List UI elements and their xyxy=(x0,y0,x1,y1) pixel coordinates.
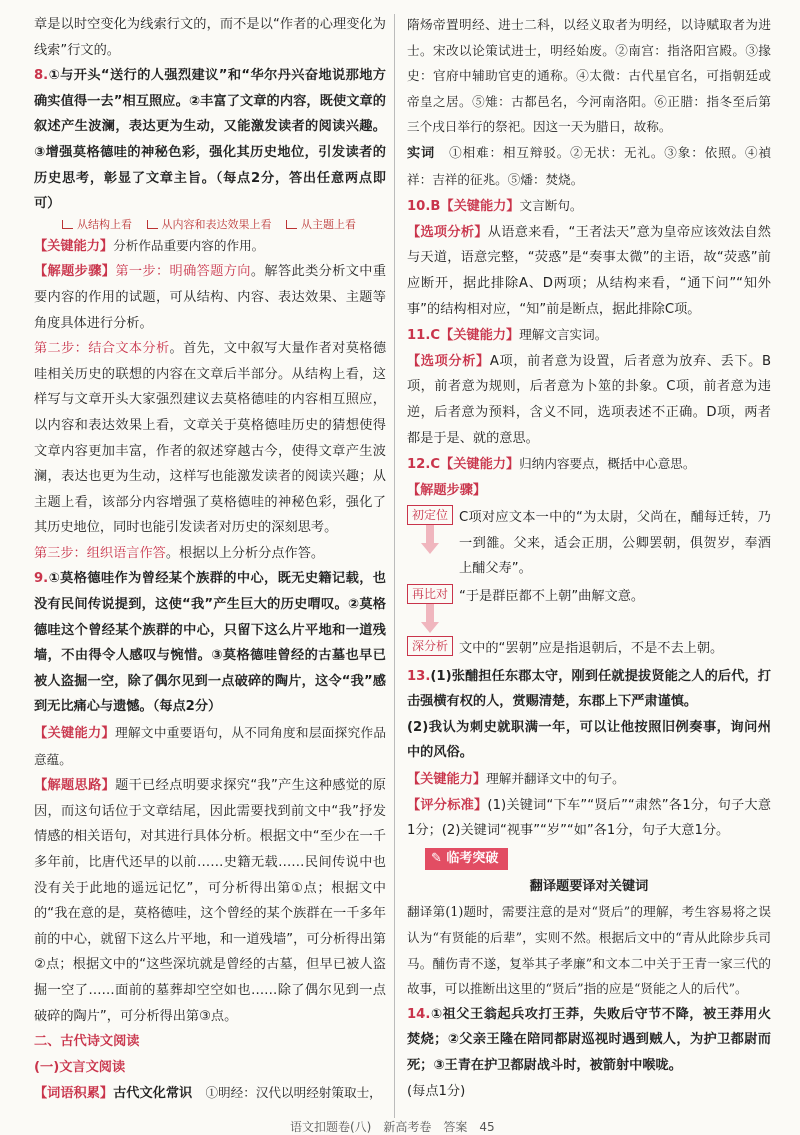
solution-steps-tag: 【解题步骤】 xyxy=(34,264,116,280)
q12-number: 12.C xyxy=(407,457,441,473)
q13-ability-text: 理解并翻译文中的句子。 xyxy=(486,771,625,787)
flow-left xyxy=(407,636,459,662)
key-ability-tag: 【关键能力】 xyxy=(440,457,520,473)
step2-title: 第二步：结合文本分析 xyxy=(34,341,170,357)
q14-answer xyxy=(407,1002,771,1079)
q10-answer xyxy=(407,193,771,220)
key-ability-tag: 【关键能力】 xyxy=(440,199,520,215)
q13-ability xyxy=(407,766,771,793)
vocab-start xyxy=(34,1080,386,1107)
q8-steps xyxy=(34,259,386,336)
hand-arrow-icon xyxy=(286,220,297,229)
q13-number: 13. xyxy=(407,668,431,684)
hand-note-structure: 从结构上看 xyxy=(77,217,132,231)
badge-label: 临考突破 xyxy=(446,850,499,866)
q8-answer xyxy=(34,63,386,217)
q9-thinking-text: 题干已经点明要求探究“我”产生这种感觉的原因，而这句话位于文章结尾，因此需要找到前文中“我”抒发情感的相关语句，对其进行具体分析。根据文中“至少在一千多年前，比唐代还早的以前……史籍无载……民间传说中也没有关于此地的遥远记忆”，可分析得出第①点；根据文中的“我在意的是，莫格德哇，这个曾经的某个族群在一千多年前的中心，就留下这么片平地，和一道残墙”，可分析得出第②点；根据文中的“这些深坑就是曾经的古墓，但早已被人盗掘一空了……面前的墓葬却空空如也……除了偶尔见到一点破碎的陶片”，可分析得出第③点。 xyxy=(34,778,386,1024)
down-arrow-icon xyxy=(421,604,439,634)
q14-number: 14. xyxy=(407,1006,431,1022)
step-analyze-text: 文中的“罢朝”应是指退朝后，不是不去上朝。 xyxy=(459,641,724,657)
hand-note-theme: 从主题上看 xyxy=(301,217,356,231)
q13-part1: (1)张酺担任东郡太守，刚到任就提拔贤能之人的后代，打击强横有权的人，赏赐清楚，东郡上下严肃谨慎。 xyxy=(407,668,771,710)
key-ability-tag: 【关键能力】 xyxy=(407,772,487,788)
key-ability-tag: 【关键能力】 xyxy=(34,238,114,254)
q12-step-locate xyxy=(407,505,771,582)
q8-ability-text: 分析作品重要内容的作用。 xyxy=(113,237,265,253)
q10-ability-text: 文言断句。 xyxy=(519,198,583,214)
q11-ability-text: 理解文言实词。 xyxy=(519,327,608,343)
step-compare-text: “于是群臣都不上朝”曲解文意。 xyxy=(459,589,645,605)
q11-analysis xyxy=(407,349,771,451)
step1-title: 第一步：明确答题方向 xyxy=(115,264,251,280)
q12-steps-tag-line xyxy=(407,478,771,504)
q13-answer xyxy=(407,664,771,715)
q8-ability xyxy=(34,233,386,260)
handwritten-notes-q8 xyxy=(34,217,386,233)
q9-ability-text: 理解文中重要语句，从不同角度和层面探究作品意蕴。 xyxy=(34,725,387,767)
step3-title: 第三步：组织语言作答 xyxy=(34,545,166,561)
q12-ability-text: 归纳内容要点，概括中心意思。 xyxy=(519,456,696,472)
section-heading-ancient: 二、古代诗文阅读 xyxy=(34,1034,140,1050)
step-locate-text: C项对应文本一中的“为太尉，父尚在，酺每迁转，乃一到雒。父来，适会正朋，公卿罢朝，俱贺岁，奉酒上酺父寿”。 xyxy=(459,510,771,577)
vocab-title: 古代文化常识 xyxy=(113,1086,193,1102)
content-words-text: ①相难：相互辩驳。②无状：无礼。③象：依照。④禎祥：吉祥的征兆。⑤燔：焚烧。 xyxy=(407,144,772,187)
scoring-standard-tag: 【评分标准】 xyxy=(407,797,488,813)
q12-step-analyze xyxy=(407,636,771,662)
exam-tip-badge: ✎ 临考突破 xyxy=(425,848,508,870)
hand-arrow-icon xyxy=(147,220,158,229)
step-box-compare: 再比对 xyxy=(407,584,453,604)
vocab-tag: 【词语积累】 xyxy=(34,1086,114,1102)
solution-thinking-tag: 【解题思路】 xyxy=(34,778,116,794)
flow-left xyxy=(407,584,459,634)
solution-steps-tag: 【解题步骤】 xyxy=(407,482,487,498)
q9-number: 9. xyxy=(34,571,49,587)
right-column xyxy=(407,12,771,1104)
left-column xyxy=(34,12,386,1107)
step-box-analyze: 深分析 xyxy=(407,636,453,656)
q11-answer xyxy=(407,322,771,349)
q13-score-text: (1)关键词“下车”“贤后”“肃然”各1分，句子大意1分；(2)关键词“视事”“岁”“如”各1分，句子大意1分。 xyxy=(407,797,772,839)
step1-text: 。解答此类分析文中重要内容的作用的试题，可从结构、内容、表达效果、主题等角度具体进行分析。 xyxy=(34,264,387,331)
q14-answer-text: ①祖父王翁起兵攻打王莽，失败后守节不降，被王莽用火焚烧；②父亲王隆在陪同都尉巡视时遇到贼人，为护卫都尉而死；③王青在护卫都尉战斗时，被箭射中喉咙。 xyxy=(407,1006,771,1073)
q11-analysis-text: A项，前者意为设置，后者意为放弃、丢下。B项，前者意为规则，后者意为卜筮的卦象。C项，前者意为违逆，后者意为预料，含义不同，选项表述不正确。D项，两者都是于是、就的意思。 xyxy=(407,353,771,446)
q8-step3 xyxy=(34,541,386,567)
q10-number: 10.B xyxy=(407,199,441,215)
vocab-continued: 隋炀帝置明经、进士二科，以经义取者为明经，以诗赋取者为进士。宋改以论策试进士，明经始废。②南宫：指洛阳宫殿。③掾史：官府中辅助官吏的通称。④太微：古代星官名，可指朝廷或帝皇之居。⑤雉：古都邑名，今河南洛阳。⑥正腊：指冬至后第三个戌日举行的祭祀。因这一天为腊日，故称。 xyxy=(407,17,771,135)
q11-number: 11.C xyxy=(407,328,441,344)
q14-score: (每点1分) xyxy=(407,1083,466,1099)
hand-note-content: 从内容和表达效果上看 xyxy=(161,217,272,231)
option-analysis-tag: 【选项分析】 xyxy=(407,224,488,240)
q12-answer xyxy=(407,451,771,478)
column-divider xyxy=(394,14,395,1118)
q9-ability xyxy=(34,720,386,773)
q9-thinking xyxy=(34,773,386,1029)
content-words-label: 实词 xyxy=(407,145,436,161)
q10-analysis xyxy=(407,220,771,322)
step2-text: 。首先，文中叙写大量作者对莫格德哇相关历史的联想的内容在文章后半部分。从结构上看，这样写与文章开头大家强烈建议去莫格德哇的内容相互照应，以内容和表达效果上看，文章关于莫格德哇历史的猜想使得文章内容更加丰富，作者的叙述穿越古今，使得文章产生波澜，表达也更为生动，这样写也能激发读者的阅读兴趣；从主题上看，该部分内容增强了莫格德哇的神秘色彩，强化了其历史地位，同时也能引发读者对历史的深刻思考。 xyxy=(34,341,387,536)
option-analysis-tag: 【选项分析】 xyxy=(407,353,490,369)
tips-title: 翻译题要译对关键词 xyxy=(529,878,649,894)
q13-score xyxy=(407,793,771,844)
q13-part2: (2)我认为刺史就职满一年，可以让他按照旧例奏事，询问州中的风俗。 xyxy=(407,719,771,761)
page-footer: 语文扣题卷(八) 新高考卷 答案 45 xyxy=(290,1120,495,1134)
vocab-start-text: ①明经：汉代以明经射策取士， xyxy=(205,1085,382,1101)
subsection-heading-classical: (一)文言文阅读 xyxy=(34,1059,126,1075)
left-intro-text: 章是以时空变化为线索行文的，而不是以“作者的心理变化为线索”行文的。 xyxy=(34,17,386,58)
step-box-locate: 初定位 xyxy=(407,505,453,525)
content-words xyxy=(407,140,771,193)
q10-analysis-text: 从语意来看，“王者法天”意为皇帝应该效法自然与天道，语意完整，“荧惑”是“奏事太微”的主语，故“荧惑”前应断开，据此排除A、D两项；从结构来看，“通下问”“知外事”的结构相对应，“知”前是断点，据此排除C项。 xyxy=(407,224,771,317)
q8-answer-text: ①与开头“送行的人强烈建议”和“华尔丹兴奋地说那地方确实值得一去”相互照应。②丰富了文章的内容，既使文章的叙述产生波澜，表达更为生动，又能激发读者的阅读兴趣。③增强莫格德哇的神秘色彩，强化其历史地位，引发读者的历史思考，彰显了文章主旨。（每点2分，答出任意两点即可） xyxy=(34,68,386,212)
q9-answer-text: ①莫格德哇作为曾经某个族群的中心，既无史籍记载，也没有民间传说提到，这使“我”产生巨大的历史喟叹。②莫格德哇这个曾经某个族群的中心，只留下这么片平地和一道残墙，不由得令人感叹与惋惜。③莫格德哇曾经的古墓也早已被人盗掘一空，除了偶尔见到一点破碎的陶片，这令“我”感到无比痛心与遗憾。（每点2分） xyxy=(34,571,386,715)
tips-text: 翻译第(1)题时，需要注意的是对“贤后”的理解，考生容易将之误认为“有贤能的后辈”，实则不然。根据后文中的“青从此除步兵司马。酺伤青不遂，复举其子孝廉”和文本二中关于王青一家三代的故事，可以推断出这里的“贤后”指的应是“贤能之人的后代”。 xyxy=(407,904,771,997)
hand-arrow-icon xyxy=(62,220,73,229)
step3-text: 。根据以上分析分点作答。 xyxy=(165,545,325,561)
flow-left xyxy=(407,505,459,582)
q12-step-compare xyxy=(407,584,771,634)
key-ability-tag: 【关键能力】 xyxy=(34,726,116,742)
down-arrow-icon xyxy=(421,525,439,555)
q8-step2 xyxy=(34,336,386,541)
key-ability-tag: 【关键能力】 xyxy=(440,328,520,344)
q9-answer xyxy=(34,566,386,720)
q8-number: 8. xyxy=(34,68,49,84)
